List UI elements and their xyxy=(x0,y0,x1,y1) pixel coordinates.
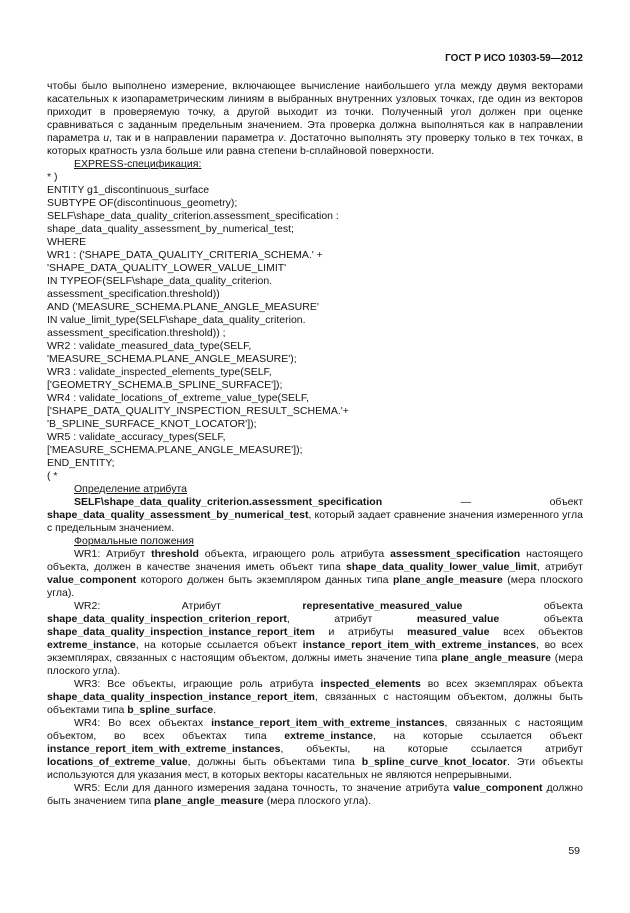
text-segment: чтобы было выполнено измерение, включающее вычисление наибольшего угла между двумя векторами касательных к изопараметрическим линиям в выбранных внутренних узловых точках, где один из векторов приходит в проверяемую точку, а другой выходит из точки. Полученный угол должен при оценке сравниваться с заданным предельным значением. Эта проверка должна выполняться как в направлении параметра xyxy=(47,80,583,144)
text-segment: extreme_instance xyxy=(47,639,136,651)
code-line: WR5 : validate_accuracy_types(SELF, xyxy=(47,431,226,443)
wr5-paragraph xyxy=(47,782,583,808)
code-line: ['GEOMETRY_SCHEMA.B_SPLINE_SURFACE']); xyxy=(47,379,283,391)
code-line: ['SHAPE_DATA_QUALITY_INSPECTION_RESULT_SCHEMA.'+ xyxy=(47,405,349,417)
text-segment: , объекты, на которые ссылается атрибут xyxy=(280,743,583,755)
text-segment: объекта xyxy=(462,600,583,612)
text-segment: value_component xyxy=(47,574,137,586)
text-segment: , который задает сравнение значения измеренного угла с предельным значением. xyxy=(47,509,583,534)
text-segment: во всех экземплярах объекта xyxy=(420,678,583,690)
text-segment: SELF\shape_data_quality_criterion.assessment_specification xyxy=(74,496,383,508)
text-segment: shape_data_quality_inspection_instance_report_item xyxy=(47,691,315,703)
code-line: IN value_limit_type(SELF\shape_data_quality_criterion. xyxy=(47,314,306,326)
text-segment: b_spline_curve_knot_locator xyxy=(361,756,508,768)
code-line: assessment_specification.threshold)) xyxy=(47,288,220,300)
code-line: ENTITY g1_discontinuous_surface xyxy=(47,184,210,196)
document-header: ГОСТ Р ИСО 10303-59—2012 xyxy=(445,53,583,64)
text-segment: настоящего объекта, должен в качестве значения иметь объект типа xyxy=(47,548,583,573)
text-segment: , на которые ссылается объект xyxy=(372,730,583,742)
text-segment: . Эти объекты используются для указания мест, в которых векторы касательных не являются непрерывными. xyxy=(47,756,583,781)
code-line: * ) xyxy=(47,171,58,183)
code-line: IN TYPEOF(SELF\shape_data_quality_criterion. xyxy=(47,275,273,287)
text-segment: instance_report_item_with_extreme_instances xyxy=(211,717,445,729)
wr3-paragraph xyxy=(47,678,583,717)
text-segment: shape_data_quality_inspection_criterion_report xyxy=(47,613,287,625)
wr4-paragraph xyxy=(47,717,583,782)
code-line: WHERE xyxy=(47,236,87,248)
code-line: 'B_SPLINE_SURFACE_KNOT_LOCATOR']); xyxy=(47,418,257,430)
text-segment: (мера плоского угла). xyxy=(47,574,583,599)
text-segment: , на которые ссылается объект xyxy=(135,639,303,651)
text-segment: которого должен быть экземпляром данных типа xyxy=(136,574,393,586)
text-segment: WR1: Атрибут xyxy=(74,548,152,560)
text-segment: v xyxy=(278,132,284,144)
wr1-paragraph xyxy=(47,548,583,600)
text-segment: b_spline_surface xyxy=(127,704,214,716)
text-segment: inspected_elements xyxy=(320,678,421,690)
text-segment: , атрибут xyxy=(286,613,417,625)
text-segment: assessment_specification xyxy=(390,548,521,560)
text-segment: , во всех экземплярах, связанных с настоящим объектом, должны иметь значение типа xyxy=(47,639,583,664)
text-segment: . xyxy=(213,704,216,716)
text-segment: plane_angle_measure xyxy=(154,795,264,807)
text-segment: и атрибуты xyxy=(314,626,408,638)
text-segment: WR5: Если для данного измерения задана точность, то значение атрибута xyxy=(74,782,454,794)
text-segment: всех объектов xyxy=(489,626,583,638)
text-segment: instance_report_item_with_extreme_instances xyxy=(302,639,537,651)
text-segment: WR2: Атрибут xyxy=(74,600,303,612)
code-line: ( * xyxy=(47,470,58,482)
text-segment: locations_of_extreme_value xyxy=(47,756,188,768)
code-line: shape_data_quality_assessment_by_numerical_test; xyxy=(47,223,294,235)
text-segment: должно быть значением типа xyxy=(47,782,583,807)
text-segment: representative_measured_value xyxy=(302,600,463,612)
text-segment: (мера плоского угла). xyxy=(263,795,372,807)
attribute-definition-heading: Определение атрибута xyxy=(74,483,187,495)
text-segment: объекта, играющего роль атрибута xyxy=(198,548,391,560)
code-line: END_ENTITY; xyxy=(47,457,115,469)
text-segment: . Достаточно выполнять эту проверку только в тех точках, в которых кратность узла больше или равна степени b-сплайновой поверхности. xyxy=(47,132,583,157)
text-segment: (мера плоского угла). xyxy=(47,652,583,677)
code-line: SUBTYPE OF(discontinuous_geometry); xyxy=(47,197,238,209)
text-segment: u xyxy=(103,132,110,144)
text-segment: объекта xyxy=(499,613,583,625)
code-line: 'MEASURE_SCHEMA.PLANE_ANGLE_MEASURE'); xyxy=(47,353,297,365)
code-line: WR4 : validate_locations_of_extreme_value_type(SELF, xyxy=(47,392,310,404)
text-segment: WR3: Все объекты, играющие роль атрибута xyxy=(74,678,321,690)
text-segment: , так и в направлении параметра xyxy=(109,132,279,144)
text-segment: plane_angle_measure xyxy=(441,652,551,664)
intro-paragraph xyxy=(47,80,583,158)
text-segment: — объект xyxy=(382,496,583,508)
text-segment: measured_value xyxy=(416,613,500,625)
text-segment: shape_data_quality_assessment_by_numerical_test xyxy=(47,509,309,521)
code-line: WR3 : validate_inspected_elements_type(SELF, xyxy=(47,366,272,378)
text-segment: extreme_instance xyxy=(284,730,373,742)
text-segment: measured_value xyxy=(407,626,490,638)
code-line: WR1 : ('SHAPE_DATA_QUALITY_CRITERIA_SCHEMA.' + xyxy=(47,249,323,261)
text-segment: WR4: Во всех объектах xyxy=(74,717,212,729)
attribute-definition-paragraph xyxy=(47,496,583,535)
text-segment: shape_data_quality_inspection_instance_report_item xyxy=(47,626,315,638)
express-code-block xyxy=(47,171,583,483)
text-segment: , связанных с настоящим объектом, во всех объектах типа xyxy=(47,717,583,742)
wr2-paragraph xyxy=(47,600,583,678)
text-segment: threshold xyxy=(151,548,199,560)
formal-provisions-heading: Формальные положения xyxy=(74,535,194,547)
code-line: AND ('MEASURE_SCHEMA.PLANE_ANGLE_MEASURE' xyxy=(47,301,319,313)
text-segment: plane_angle_measure xyxy=(392,574,503,586)
text-segment: shape_data_quality_lower_value_limit xyxy=(345,561,537,573)
code-line: ['MEASURE_SCHEMA.PLANE_ANGLE_MEASURE']); xyxy=(47,444,303,456)
code-line: assessment_specification.threshold)) ; xyxy=(47,327,226,339)
code-line: WR2 : validate_measured_data_type(SELF, xyxy=(47,340,252,352)
text-segment: , связанных с настоящим объектом, должны быть объектами типа xyxy=(47,691,583,716)
text-segment: , атрибут xyxy=(536,561,583,573)
code-line: 'SHAPE_DATA_QUALITY_LOWER_VALUE_LIMIT' xyxy=(47,262,287,274)
text-segment: , должны быть объектами типа xyxy=(187,756,362,768)
text-segment: instance_report_item_with_extreme_instances xyxy=(47,743,281,755)
page-number: 59 xyxy=(568,845,580,857)
text-segment: value_component xyxy=(453,782,543,794)
code-line: SELF\shape_data_quality_criterion.assessment_specification : xyxy=(47,210,339,222)
express-spec-heading: EXPRESS-спецификация: xyxy=(74,158,202,170)
